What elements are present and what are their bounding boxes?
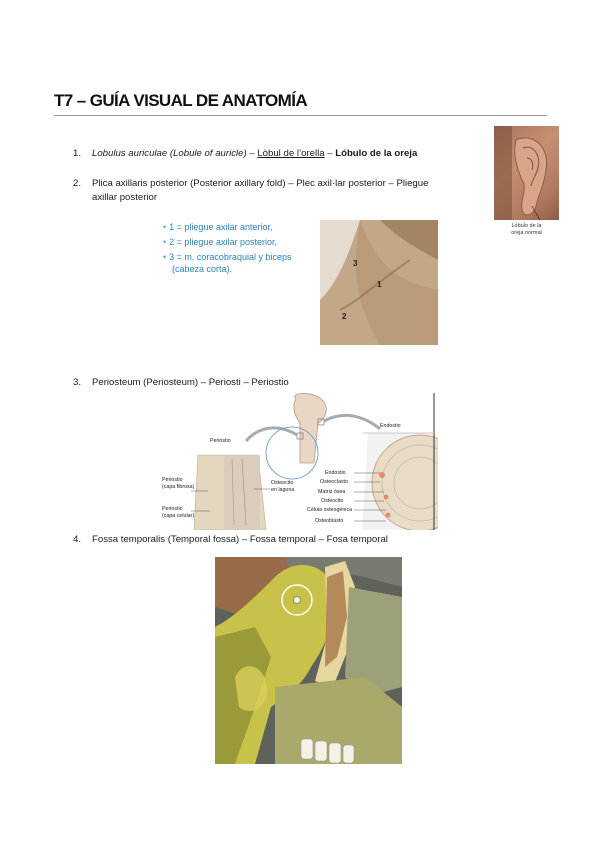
item-text-line: Plica axillaris posterior (Posterior axillary fold) – Plec axil·lar posterior – Pliegue — [92, 178, 429, 189]
catalan-term: Lòbul de l’orella — [257, 148, 325, 159]
legend-item: (cabeza corta). — [172, 264, 233, 274]
item-number: 2. — [73, 178, 82, 189]
figure-label: Periostio — [210, 438, 231, 444]
list-item — [73, 177, 483, 205]
bullet-icon: • — [163, 237, 167, 247]
ear-photo — [494, 126, 559, 220]
page-title: T7 – GUÍA VISUAL DE ANATOMÍA — [54, 91, 308, 110]
photo-label: 3 — [353, 259, 358, 268]
periosteum-figure — [158, 393, 438, 530]
ear-caption — [494, 223, 559, 237]
item-text-line: axillar posterior — [92, 192, 158, 203]
item-text: Fossa temporalis (Temporal fossa) – Fossa temporal – Fosa temporal — [92, 534, 388, 545]
latin-term: Lobulus auriculae (Lobule of auricle) — [92, 148, 247, 159]
list-item — [73, 147, 483, 161]
axilla-legend — [163, 220, 321, 288]
caption-line: Lóbulo de la — [511, 223, 542, 229]
photo-label: 1 — [377, 280, 382, 289]
figure-label: Osteoblasto — [315, 518, 344, 524]
bullet-icon: • — [163, 252, 167, 262]
photo-label: 2 — [342, 312, 347, 321]
separator: – — [324, 148, 336, 159]
bullet-icon: • — [163, 222, 167, 232]
legend-item: • 2 = pliegue axilar posterior, — [163, 237, 277, 247]
item-text: Periosteum (Periosteum) – Periosti – Periostio — [92, 377, 289, 388]
item-number: 4. — [73, 534, 82, 545]
ear-figure — [494, 126, 559, 244]
legend-item: • 1 = pliegue axilar anterior, — [163, 222, 273, 232]
caption-line: oreja normal — [511, 230, 542, 236]
title-divider — [54, 115, 547, 116]
figure-label: Periostio (capa fibrosa) — [162, 477, 195, 490]
item-number: 3. — [73, 377, 82, 388]
separator: – — [246, 148, 258, 159]
item-text — [92, 147, 417, 161]
item-text — [92, 177, 428, 205]
temporal-fossa-image — [215, 557, 402, 764]
figure-label: Osteoclasto — [320, 479, 348, 485]
figure-label: Endostio — [380, 423, 401, 429]
figure-label: Osteocito — [321, 498, 344, 504]
axilla-photo — [320, 220, 438, 345]
figure-label: Endostio — [325, 470, 346, 476]
legend-item: • 3 = m. coracobraquial y biceps — [163, 252, 292, 262]
list-item — [73, 533, 483, 547]
spanish-term: Lóbulo de la oreja — [335, 148, 418, 159]
item-number: 1. — [73, 148, 82, 159]
figure-label: Periostio (capa celular) — [162, 506, 195, 519]
list-item — [73, 376, 483, 390]
figure-label: Célula osteogénica — [307, 507, 353, 513]
figure-label: Matriz ósea — [318, 489, 346, 495]
figure-label: Osteocito en laguna — [271, 480, 295, 493]
